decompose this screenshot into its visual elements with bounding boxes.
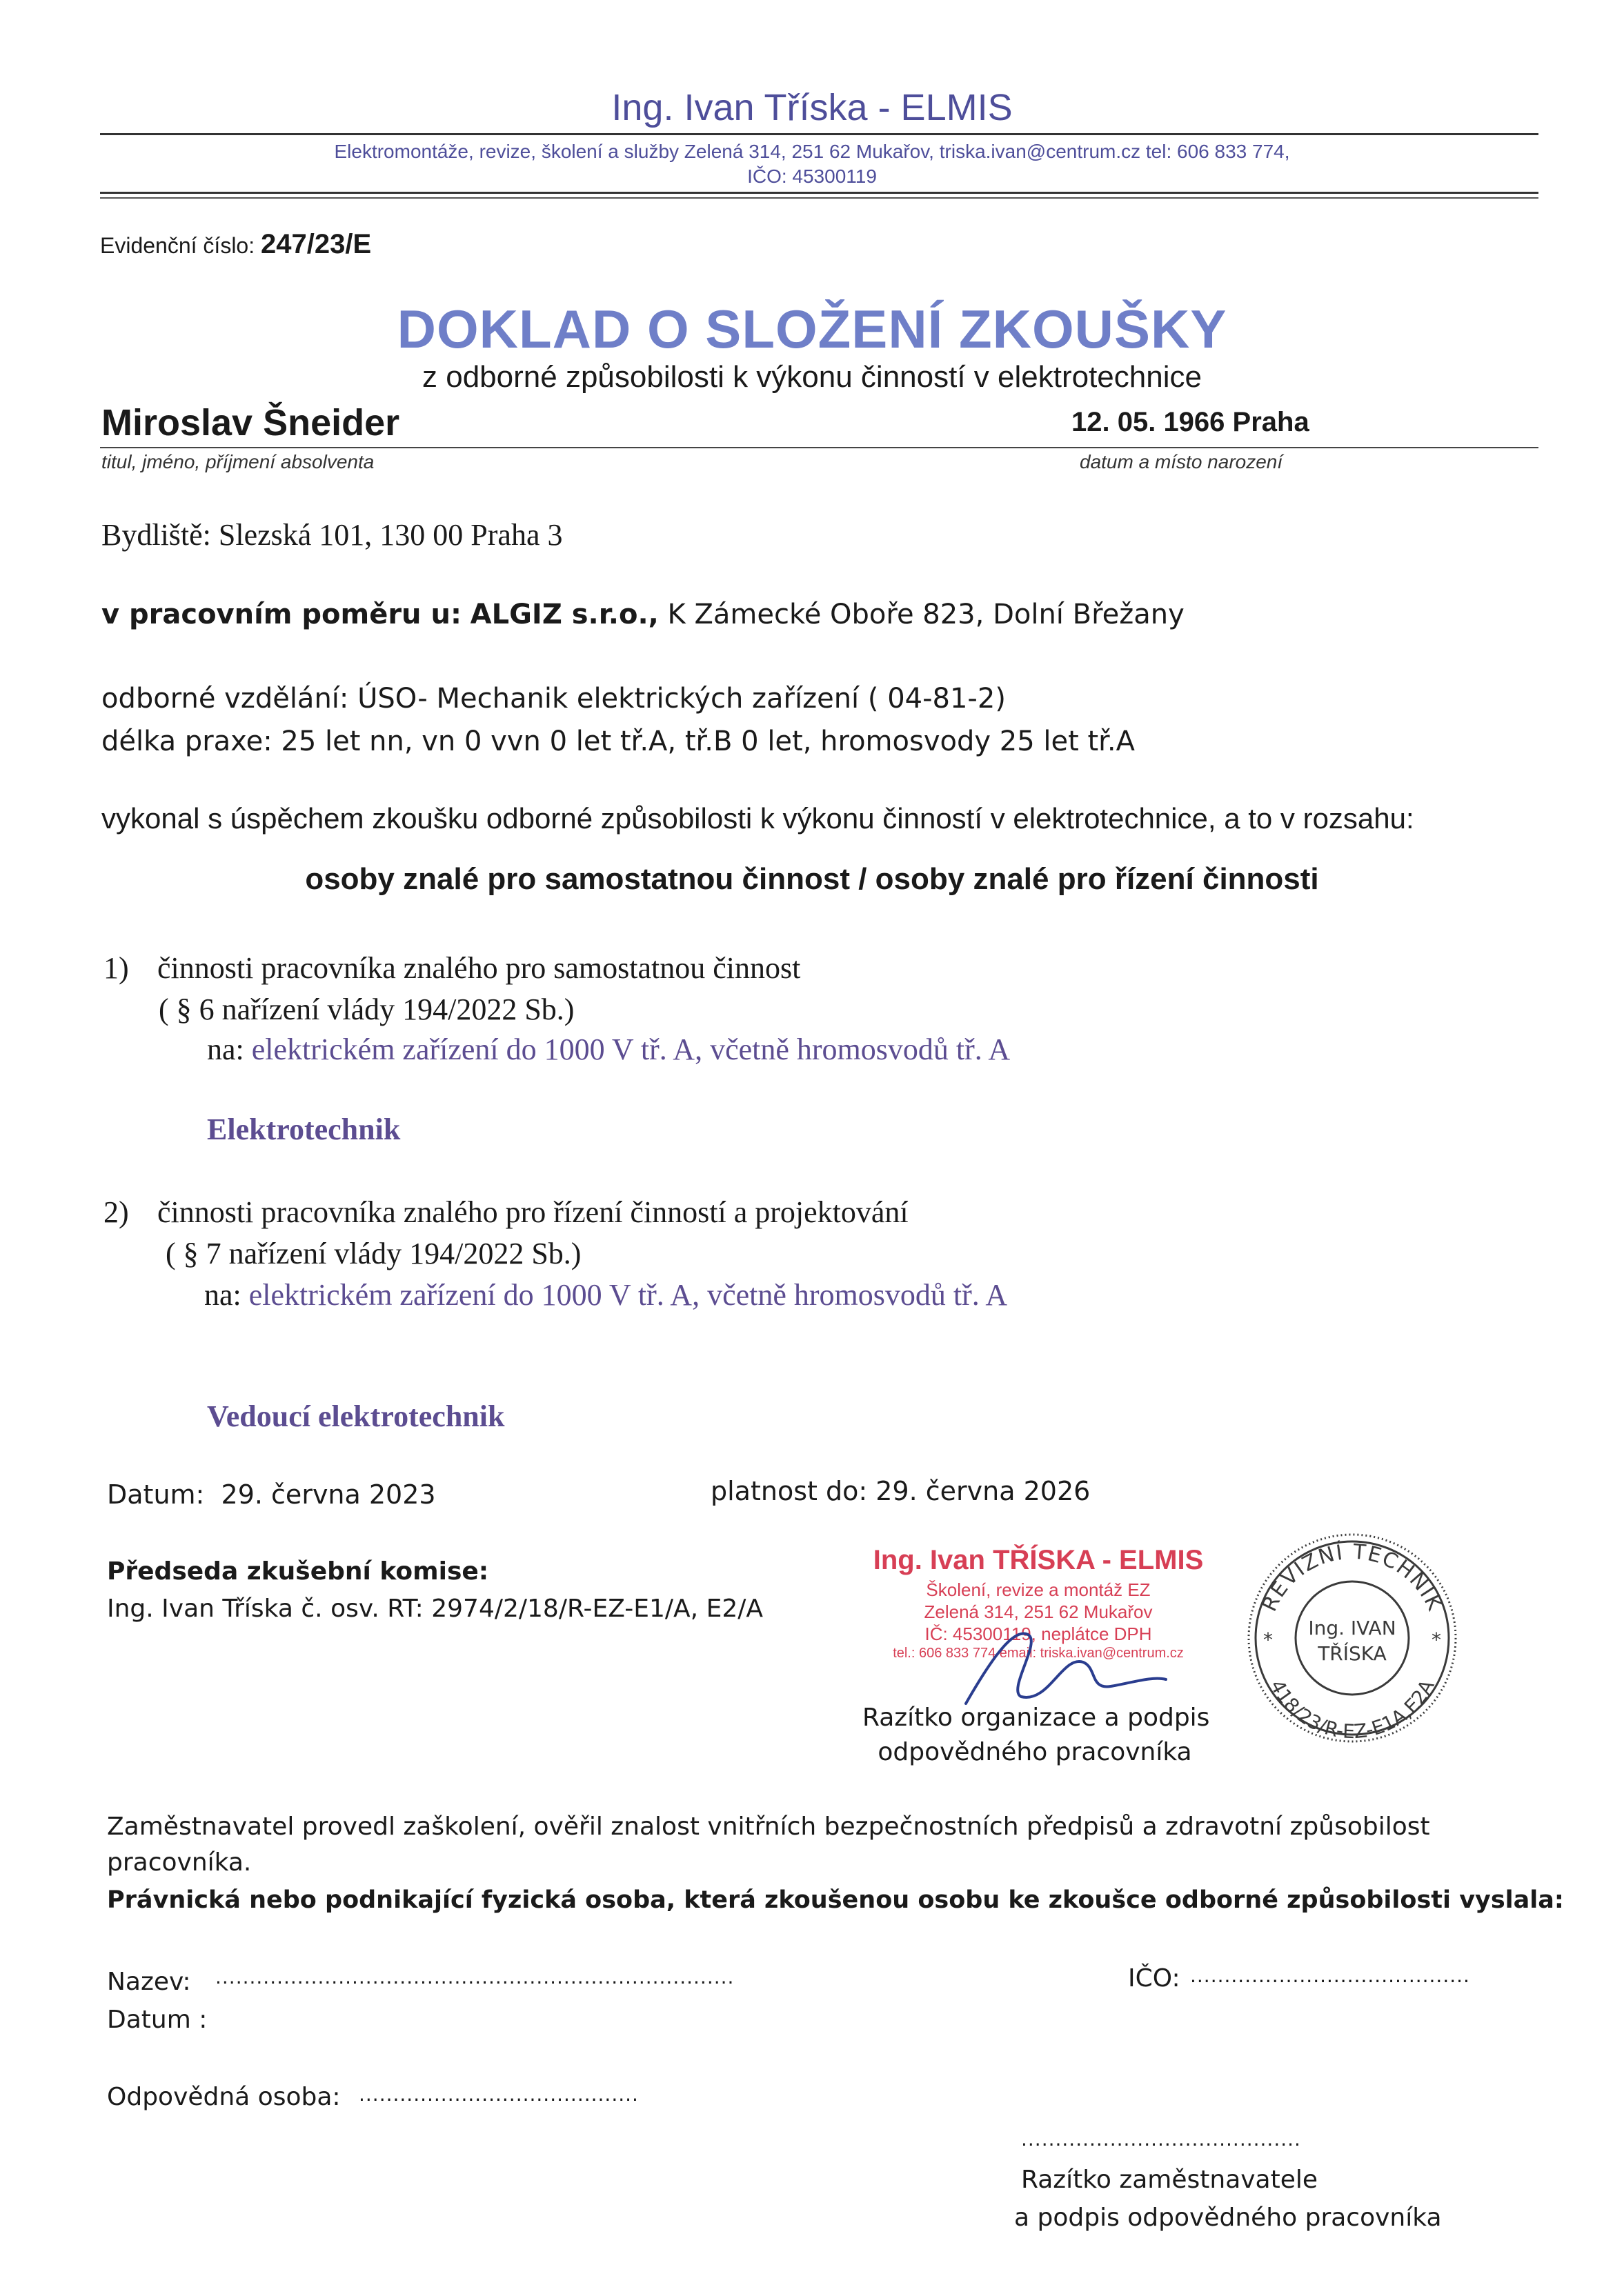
employer-ico-label: IČO: [1128,1964,1180,1993]
employer-note: Zaměstnavatel provedl zaškolení, ověřil znalost vnitřních bezpečnostních předpisů a zdravotní způsobilost [107,1813,1430,1841]
employer-signature-field[interactable]: ......................................... [1021,2128,1301,2150]
round-stamp-bottom: 418/23/R-EZ-E1A,E2A [1265,1675,1439,1744]
item-1-role: Elektrotechnik [207,1112,401,1146]
star-icon: * [1432,1628,1441,1651]
round-stamp [1242,1528,1463,1748]
employment-address: K Zámecké Oboře 823, Dolní Břežany [658,599,1185,630]
company-id: IČO: 45300119 [747,166,877,187]
issue-date [107,1479,436,1510]
round-stamp-center-1: Ing. IVAN [1308,1617,1396,1639]
employment-label: v pracovním poměru u: [101,599,462,630]
item-1-law: ( § 6 nařízení vlády 194/2022 Sb.) [159,992,575,1026]
stamp-title: Ing. Ivan TŘÍSKA - ELMIS [873,1545,1204,1575]
item-1-activity: činnosti pracovníka znalého pro samostatnou činnost [157,951,801,985]
responsible-person-label: Odpovědná osoba: [107,2083,341,2111]
name-rule [100,447,1538,448]
employment-company: ALGIZ s.r.o., [470,599,659,630]
education-line: odborné vzdělání: ÚSO- Mechanik elektrických zařízení ( 04-81-2) [101,683,1006,715]
item-2-scope-text: elektrickém zařízení do 1000 V tř. A, včetně hromosvodů tř. A [241,1278,1008,1312]
svg-text:418/23/R-EZ-E1A,E2A [1265,1676,1438,1743]
document-title: DOKLAD O SLOŽENÍ ZKOUŠKY [397,299,1227,359]
item-1-scope-text: elektrickém zařízení do 1000 V tř. A, včetně hromosvodů tř. A [244,1032,1011,1066]
item-1-scope [207,1032,1010,1067]
employment [101,599,1185,630]
stamp-caption-1: Razítko organizace a podpis [862,1704,1210,1732]
item-2-activity: činnosti pracovníka znalého pro řízení činností a projektování [157,1195,909,1229]
item-1-number: 1) [103,951,129,985]
item-2-number: 2) [103,1195,129,1229]
practice-line: délka praxe: 25 let nn, vn 0 vvn 0 let tř.A, tř.B 0 let, hromosvody 25 let tř.A [101,726,1136,757]
evidence-number [100,229,371,260]
star-icon: * [1263,1628,1273,1651]
employer-name-label: Nazev: [107,1968,191,1996]
issue-date-value: 29. června 2023 [221,1479,436,1510]
item-2-law: ( § 7 nařízení vlády 194/2022 Sb.) [166,1237,582,1270]
name-caption: titul, jméno, příjmení absolventa [101,451,375,472]
evidence-value: 247/23/E [261,229,372,259]
round-stamp-center-2: TŘÍSKA [1318,1642,1387,1665]
item-2-na: na: [204,1278,241,1312]
committee-member: Ing. Ivan Tříska č. osv. RT: 2974/2/18/R-EZ-E1/A, E2/A [107,1595,763,1623]
stamp-line-4: tel.: 606 833 774 email: triska.ivan@centrum.cz [893,1646,1184,1661]
valid-until-value: 29. června 2026 [875,1476,1091,1506]
stamp-caption-2: odpovědného pracovníka [878,1738,1192,1766]
header-rule-bottom-2 [100,197,1538,199]
birth-caption: datum a místo narození [1080,451,1283,472]
company-contact: Elektromontáže, revize, školení a služby Zelená 314, 251 62 Mukařov, triska.ivan@centrum.cz tel: 606 833 774, [334,141,1290,162]
committee-label: Předseda zkušební komise: [107,1557,489,1586]
document-subtitle: z odborné způsobilosti k výkonu činností v elektrotechnice [422,360,1202,394]
header-rule-top [100,133,1538,135]
employer-date-label: Datum : [107,2006,208,2034]
employer-sign-caption-2: a podpis odpovědného pracovníka [1014,2204,1442,2232]
item-2-scope [204,1277,1007,1312]
company-name: Ing. Ivan Tříska - ELMIS [611,87,1013,128]
issue-date-label: Datum: [107,1479,205,1510]
item-2-role: Vedoucí elektrotechnik [207,1399,505,1433]
graduate-name: Miroslav Šneider [101,402,400,443]
round-stamp-top: REVIZNÍ TECHNIK [1257,1539,1447,1615]
valid-until-label: platnost do: [711,1476,868,1506]
scope-heading: osoby znalé pro samostatnou činnost / osoby znalé pro řízení činnosti [305,862,1319,896]
residence: Bydliště: Slezská 101, 130 00 Praha 3 [101,518,563,552]
item-1-na: na: [207,1032,244,1066]
svg-text:REVIZNÍ TECHNIK [1257,1540,1447,1615]
stamp-line-3: IČ: 45300119, neplátce DPH [924,1624,1152,1644]
signature-mark [952,1614,1173,1717]
evidence-label: Evidenční číslo: [100,233,255,258]
valid-until [711,1476,1090,1506]
employer-heading: Právnická nebo podnikající fyzická osoba, která zkoušenou osobu ke zkoušce odborné způsobilosti vyslala: [107,1886,1564,1914]
employer-ico-field[interactable]: ......................................... [1190,1964,1470,1987]
exam-text: vykonal s úspěchem zkoušku odborné způsobilosti k výkonu činností v elektrotechnice, a to v rozsahu: [101,802,1414,835]
employer-name-field[interactable]: ............................................................................ [215,1966,735,1988]
responsible-person-field[interactable]: ......................................... [359,2083,639,2106]
employer-note-2: pracovníka. [107,1848,252,1877]
stamp-line-1: Školení, revize a montáž EZ [926,1579,1151,1600]
header-rule-bottom [100,192,1538,194]
employer-sign-caption-1: Razítko zaměstnavatele [1021,2166,1318,2194]
graduate-birth: 12. 05. 1966 Praha [1071,407,1309,437]
stamp-line-2: Zelená 314, 251 62 Mukařov [924,1601,1153,1622]
